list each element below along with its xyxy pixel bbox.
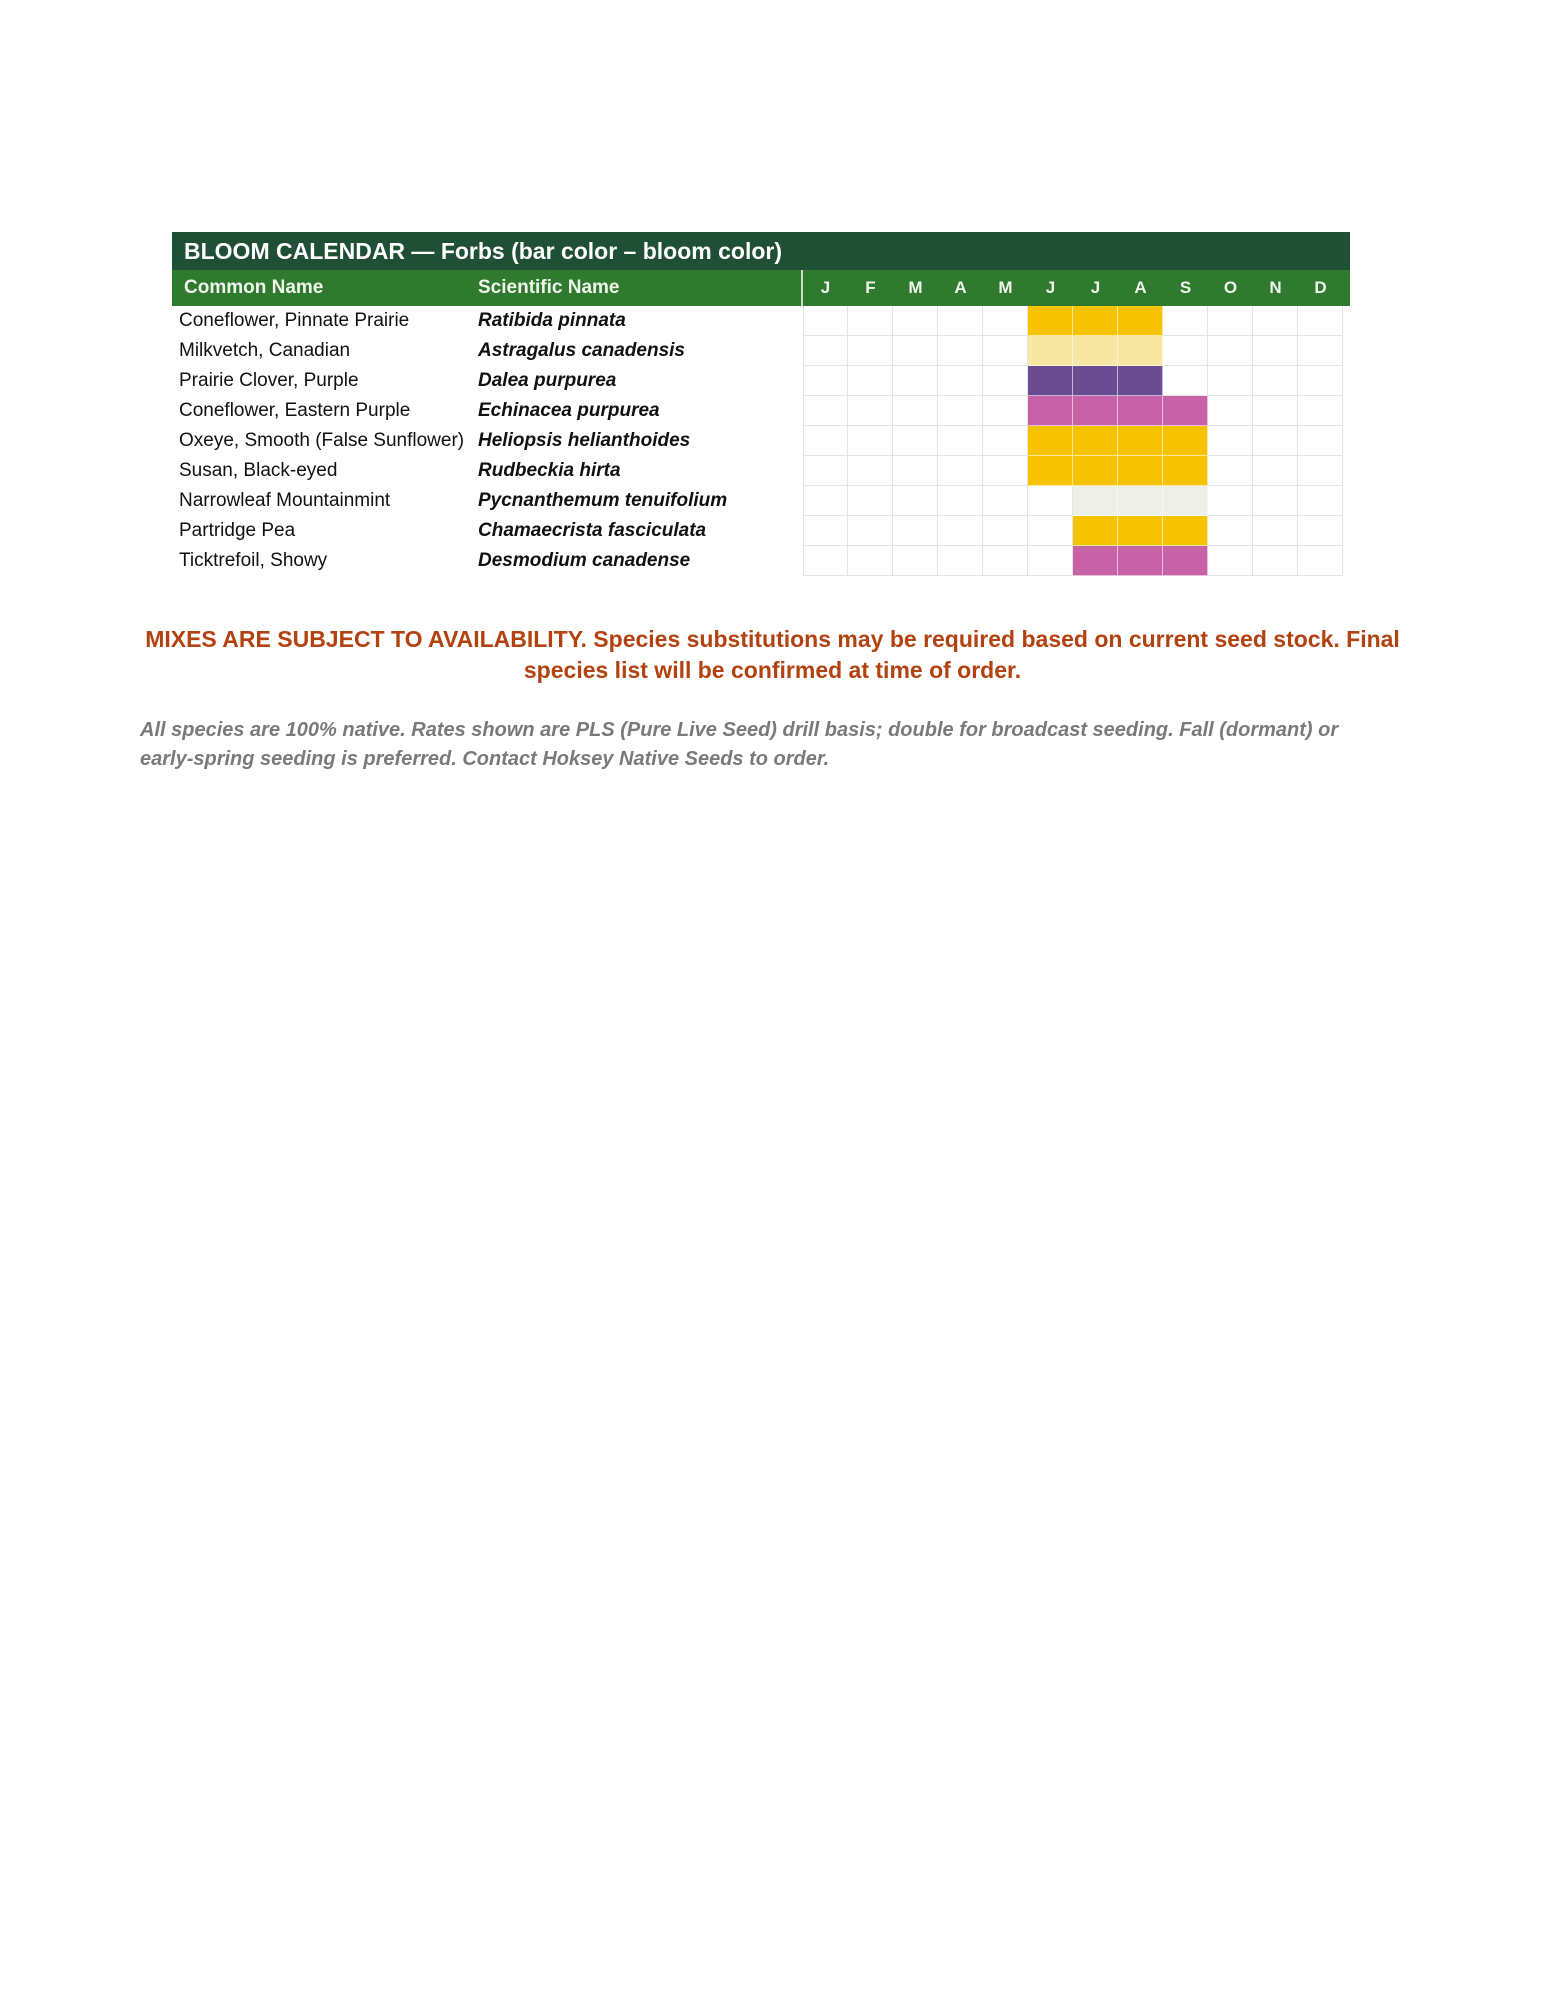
bloom-cell: [1118, 396, 1163, 426]
seeding-footnote: All species are 100% native. Rates shown are PLS (Pure Live Seed) drill basis; double for broadcast seeding. Fall (dormant) or early-spring seeding is preferred. Contact Hoksey Native Seeds to order.: [140, 719, 1339, 770]
bloom-cell: [1073, 366, 1118, 396]
empty-cell: [848, 546, 893, 576]
bloom-cell: [1028, 336, 1073, 366]
scientific-name: Chamaecrista fasciculata: [478, 520, 707, 541]
bloom-cell: [1118, 426, 1163, 456]
empty-cell: [893, 546, 938, 576]
scientific-name: Rudbeckia hirta: [478, 460, 621, 481]
empty-cell: [803, 336, 848, 366]
empty-cell: [848, 306, 893, 336]
month-header: M: [998, 278, 1013, 297]
empty-cell: [893, 426, 938, 456]
empty-cell: [1253, 336, 1298, 366]
bloom-cell: [1118, 456, 1163, 486]
empty-cell: [1163, 366, 1208, 396]
calendar-header: [172, 270, 1350, 306]
month-header: S: [1179, 278, 1192, 297]
empty-cell: [1208, 306, 1253, 336]
bloom-cell: [1163, 456, 1208, 486]
month-header: F: [865, 278, 876, 297]
empty-cell: [1298, 456, 1343, 486]
empty-cell: [803, 516, 848, 546]
empty-cell: [1298, 336, 1343, 366]
empty-cell: [1208, 366, 1253, 396]
empty-cell: [1208, 426, 1253, 456]
empty-cell: [1253, 456, 1298, 486]
empty-cell: [938, 426, 983, 456]
empty-cell: [938, 306, 983, 336]
empty-cell: [1253, 306, 1298, 336]
empty-cell: [1253, 486, 1298, 516]
common-name: Narrowleaf Mountainmint: [179, 490, 391, 511]
month-header: D: [1314, 278, 1327, 297]
month-header: J: [1090, 278, 1101, 297]
bloom-cell: [1028, 456, 1073, 486]
empty-cell: [1298, 306, 1343, 336]
empty-cell: [983, 366, 1028, 396]
month-header: N: [1269, 278, 1282, 297]
month-header: O: [1223, 278, 1238, 297]
empty-cell: [1253, 396, 1298, 426]
empty-cell: [848, 396, 893, 426]
empty-cell: [803, 456, 848, 486]
empty-cell: [848, 456, 893, 486]
bloom-cell: [1163, 546, 1208, 576]
empty-cell: [803, 396, 848, 426]
empty-cell: [983, 336, 1028, 366]
month-cells: [803, 366, 1344, 396]
empty-cell: [848, 486, 893, 516]
species-row: [172, 426, 1350, 456]
bloom-cell: [1073, 486, 1118, 516]
month-cells: [803, 486, 1344, 516]
empty-cell: [938, 486, 983, 516]
bloom-cell: [1073, 396, 1118, 426]
month-cells: [803, 396, 1344, 426]
species-row: [172, 486, 1350, 516]
empty-cell: [983, 306, 1028, 336]
empty-cell: [1298, 486, 1343, 516]
scientific-name: Heliopsis helianthoides: [478, 430, 691, 451]
bloom-cell: [1118, 516, 1163, 546]
scientific-name-header: Scientific Name: [478, 277, 620, 298]
empty-cell: [803, 426, 848, 456]
month-cells: [803, 546, 1344, 576]
bloom-cell: [1118, 546, 1163, 576]
empty-cell: [893, 306, 938, 336]
empty-cell: [893, 396, 938, 426]
common-name-header: Common Name: [184, 277, 324, 298]
empty-cell: [1298, 366, 1343, 396]
empty-cell: [983, 426, 1028, 456]
empty-cell: [983, 486, 1028, 516]
empty-cell: [893, 486, 938, 516]
empty-cell: [938, 336, 983, 366]
empty-cell: [1208, 336, 1253, 366]
empty-cell: [1208, 516, 1253, 546]
bloom-cell: [1028, 366, 1073, 396]
common-name: Coneflower, Eastern Purple: [179, 400, 411, 421]
bloom-cell: [1073, 336, 1118, 366]
month-header: J: [820, 278, 831, 297]
species-row: [172, 396, 1350, 426]
availability-notice: MIXES ARE SUBJECT TO AVAILABILITY. Species substitutions may be required based on current seed stock. Final species list will be confirmed at time of order.: [145, 626, 1400, 683]
species-row: [172, 456, 1350, 486]
empty-cell: [983, 456, 1028, 486]
empty-cell: [848, 426, 893, 456]
empty-cell: [938, 366, 983, 396]
bloom-cell: [1028, 396, 1073, 426]
empty-cell: [893, 456, 938, 486]
empty-cell: [803, 366, 848, 396]
bloom-cell: [1118, 486, 1163, 516]
month-header: A: [954, 278, 967, 297]
bloom-cell: [1163, 426, 1208, 456]
bloom-cell: [1073, 546, 1118, 576]
species-list: [172, 306, 1350, 576]
species-row: [172, 516, 1350, 546]
empty-cell: [1208, 486, 1253, 516]
bloom-cell: [1073, 516, 1118, 546]
empty-cell: [1028, 486, 1073, 516]
empty-cell: [848, 366, 893, 396]
empty-cell: [893, 366, 938, 396]
empty-cell: [1298, 426, 1343, 456]
common-name: Partridge Pea: [179, 520, 296, 541]
scientific-name: Desmodium canadense: [478, 550, 691, 571]
scientific-name: Astragalus canadensis: [478, 340, 685, 361]
common-name: Ticktrefoil, Showy: [179, 550, 328, 571]
bloom-cell: [1118, 366, 1163, 396]
species-row: [172, 306, 1350, 336]
calendar-title: BLOOM CALENDAR — Forbs (bar color – bloom color): [172, 232, 1350, 270]
empty-cell: [1028, 516, 1073, 546]
empty-cell: [1298, 396, 1343, 426]
empty-cell: [983, 546, 1028, 576]
common-name: Milkvetch, Canadian: [179, 340, 351, 361]
bloom-cell: [1073, 426, 1118, 456]
bloom-cell: [1028, 306, 1073, 336]
empty-cell: [803, 306, 848, 336]
empty-cell: [983, 516, 1028, 546]
empty-cell: [848, 336, 893, 366]
empty-cell: [893, 336, 938, 366]
empty-cell: [938, 396, 983, 426]
month-header: A: [1134, 278, 1147, 297]
bloom-cell: [1163, 396, 1208, 426]
empty-cell: [938, 456, 983, 486]
month-cells: [803, 306, 1344, 336]
bloom-cell: [1118, 306, 1163, 336]
empty-cell: [1163, 306, 1208, 336]
bloom-calendar: [172, 232, 1350, 576]
common-name: Susan, Black-eyed: [179, 460, 338, 481]
month-header: J: [1045, 278, 1056, 297]
empty-cell: [803, 486, 848, 516]
empty-cell: [1028, 546, 1073, 576]
bloom-cell: [1073, 306, 1118, 336]
empty-cell: [1298, 546, 1343, 576]
empty-cell: [1298, 516, 1343, 546]
species-row: [172, 546, 1350, 576]
scientific-name: Echinacea purpurea: [478, 400, 660, 421]
bloom-cell: [1163, 516, 1208, 546]
bloom-cell: [1073, 456, 1118, 486]
empty-cell: [1253, 516, 1298, 546]
bloom-cell: [1028, 426, 1073, 456]
empty-cell: [848, 516, 893, 546]
empty-cell: [1163, 336, 1208, 366]
month-header: M: [908, 278, 923, 297]
month-cells: [803, 426, 1344, 456]
common-name: Coneflower, Pinnate Prairie: [179, 310, 410, 331]
empty-cell: [1208, 456, 1253, 486]
month-cells: [803, 516, 1344, 546]
empty-cell: [1253, 546, 1298, 576]
empty-cell: [803, 546, 848, 576]
empty-cell: [983, 396, 1028, 426]
empty-cell: [938, 546, 983, 576]
species-row: [172, 336, 1350, 366]
scientific-name: Pycnanthemum tenuifolium: [478, 490, 728, 511]
species-row: [172, 366, 1350, 396]
bloom-cell: [1118, 336, 1163, 366]
empty-cell: [938, 516, 983, 546]
bloom-cell: [1163, 486, 1208, 516]
empty-cell: [1253, 426, 1298, 456]
empty-cell: [1253, 366, 1298, 396]
common-name: Oxeye, Smooth (False Sunflower): [179, 430, 465, 451]
scientific-name: Dalea purpurea: [478, 370, 617, 391]
scientific-name: Ratibida pinnata: [478, 310, 626, 331]
common-name: Prairie Clover, Purple: [179, 370, 359, 391]
month-cells: [803, 456, 1344, 486]
empty-cell: [1208, 546, 1253, 576]
month-cells: [803, 336, 1344, 366]
empty-cell: [893, 516, 938, 546]
empty-cell: [1208, 396, 1253, 426]
